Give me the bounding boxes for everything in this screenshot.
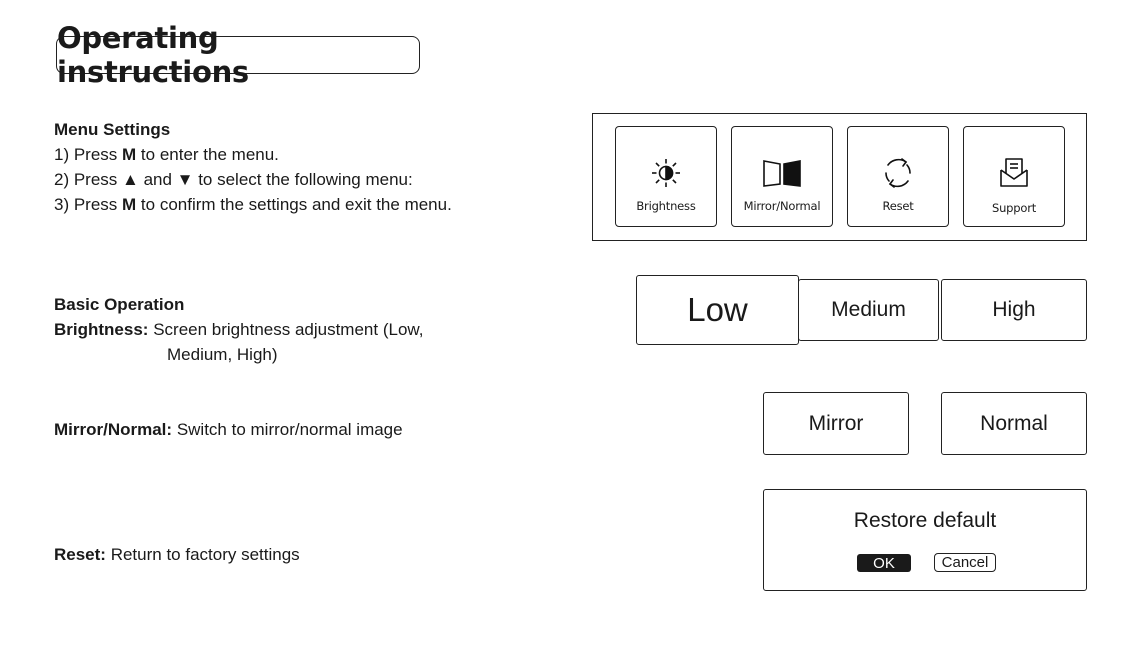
brightness-label: Brightness: xyxy=(54,320,149,339)
mirror-label: Mirror/Normal: xyxy=(54,420,173,439)
brightness-description xyxy=(54,317,423,342)
step-1-text-end: to enter the menu. xyxy=(136,145,279,164)
reset-label: Reset: xyxy=(54,545,106,564)
mirror-option-normal[interactable]: Normal xyxy=(941,392,1087,455)
menu-step-3 xyxy=(54,192,452,217)
brightness-icon xyxy=(650,155,682,191)
mirror-icon xyxy=(762,155,802,191)
dialog-title: Restore default xyxy=(853,509,997,532)
menu-item-label: Brightness xyxy=(636,199,696,213)
support-icon xyxy=(997,155,1031,191)
menu-item-reset[interactable] xyxy=(847,126,949,227)
mirror-desc: Switch to mirror/normal image xyxy=(176,420,403,439)
menu-item-label: Reset xyxy=(882,199,914,213)
menu-item-brightness[interactable] xyxy=(615,126,717,227)
menu-settings-heading: Menu Settings xyxy=(54,120,171,139)
restore-default-dialog xyxy=(763,489,1087,591)
menu-item-label: Support xyxy=(991,201,1037,215)
brightness-option-high[interactable]: High xyxy=(941,279,1087,341)
basic-operation-heading: Basic Operation xyxy=(54,295,185,314)
mirror-description xyxy=(54,417,403,442)
menu-step-1 xyxy=(54,142,452,167)
step-3-text-end: to confirm the settings and exit the menu. xyxy=(136,195,452,214)
menu-step-2: 2) Press ▲ and ▼ to select the following menu: xyxy=(54,170,413,189)
menu-settings-section xyxy=(54,117,452,217)
reset-icon xyxy=(880,155,916,191)
cancel-button[interactable]: Cancel xyxy=(934,553,996,572)
menu-panel xyxy=(592,113,1087,241)
brightness-option-medium[interactable]: Medium xyxy=(798,279,939,341)
brightness-desc-line2: Medium, High) xyxy=(167,345,278,364)
step-1-text: 1) Press xyxy=(54,145,123,164)
step-3-text: 3) Press xyxy=(54,195,123,214)
step-1-key: M xyxy=(122,145,137,164)
brightness-desc-line1: Screen brightness adjustment (Low, xyxy=(153,320,424,339)
reset-description xyxy=(54,542,300,567)
menu-item-support[interactable] xyxy=(963,126,1065,227)
menu-item-label: Mirror/Normal xyxy=(743,199,821,213)
ok-button[interactable]: OK xyxy=(857,554,911,572)
menu-item-mirror-normal[interactable] xyxy=(731,126,833,227)
page-title-box xyxy=(56,21,420,89)
page-title: Operating instructions xyxy=(57,21,249,89)
reset-desc: Return to factory settings xyxy=(110,545,300,564)
brightness-option-low-selected[interactable]: Low xyxy=(636,275,799,345)
mirror-option-mirror[interactable]: Mirror xyxy=(763,392,909,455)
step-3-key: M xyxy=(122,195,137,214)
